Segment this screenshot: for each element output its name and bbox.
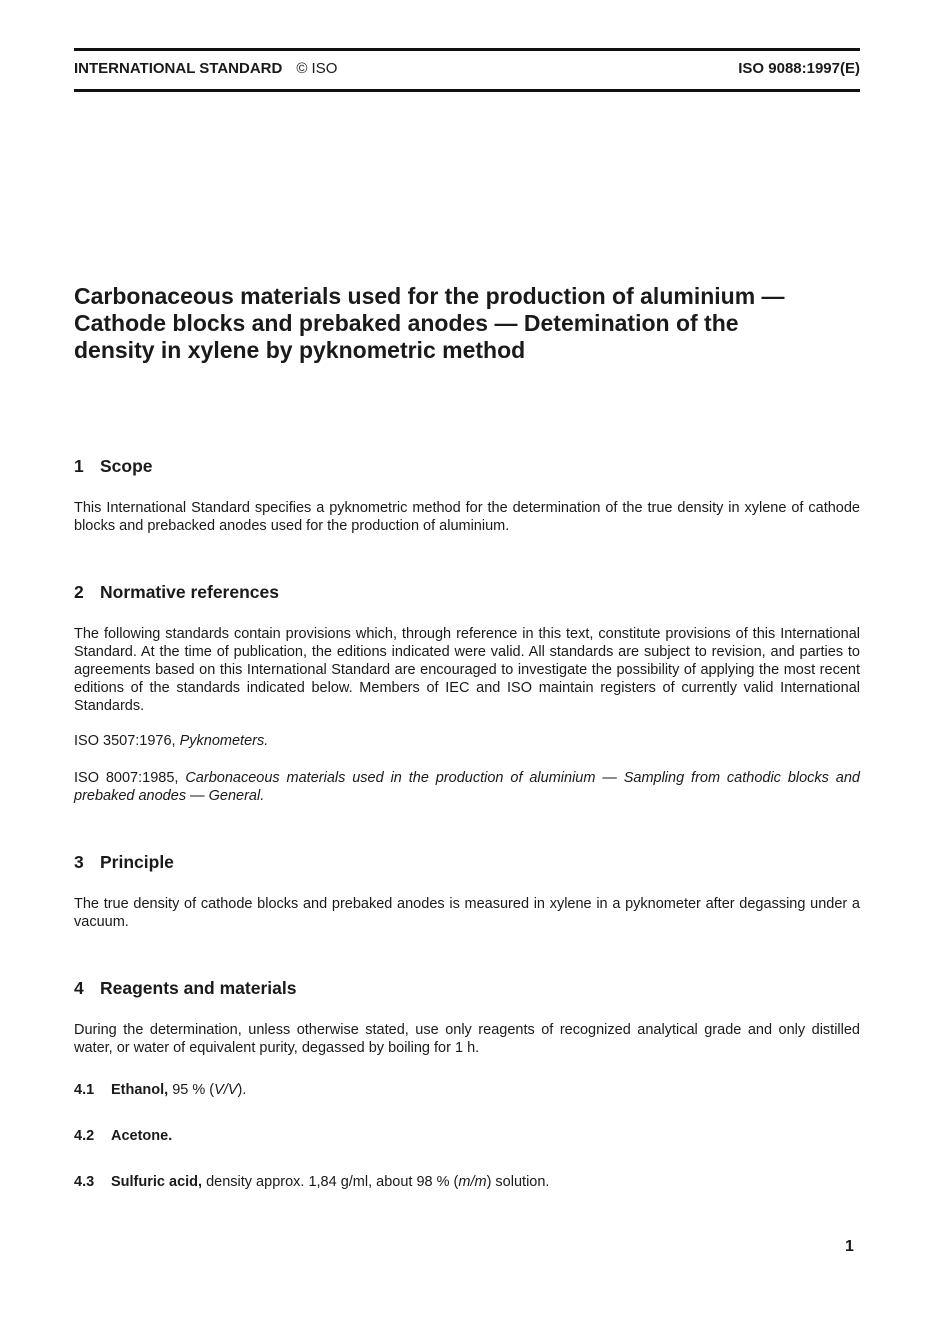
subclause-4-2	[74, 1128, 172, 1144]
section-2-text: The following standards contain provisions which, through reference in this text, constitute provisions of this International Standard. At the time of publication, the editions indicated were valid. All standards are subject to revision, and parties to agreements based on this International Standard are encouraged to investigate the possibility of applying the most recent editions of the standards indicated below. Members of IEC and ISO maintain registers of currently valid International Standards.	[74, 626, 860, 714]
document-title	[74, 283, 864, 364]
page-number: 1	[845, 1238, 854, 1255]
reference-item	[74, 769, 860, 805]
title-line-2: Cathode blocks and prebaked anodes — Detemination of the	[74, 310, 739, 336]
subclause-text: 95 % (	[168, 1082, 215, 1098]
section-1-text: This International Standard specifies a pyknometric method for the determination of the true density in xylene of cathode blocks and prebacked anodes used for the production of aluminium.	[74, 500, 860, 534]
section-title: Principle	[100, 852, 174, 872]
section-number: 3	[74, 852, 84, 872]
section-2-heading	[74, 582, 279, 603]
subclause-number: 4.3	[74, 1174, 95, 1190]
subclause-text-end: ) solution.	[486, 1174, 550, 1190]
header-top-rule	[74, 48, 860, 51]
section-title: Scope	[100, 456, 153, 476]
header-bottom-rule	[74, 89, 860, 92]
title-line-3: density in xylene by pyknometric method	[74, 337, 526, 363]
subclause-number: 4.2	[74, 1128, 95, 1144]
reference-title: Carbonaceous materials used in the production of aluminium — Sampling from cathodic blocks and prebaked anodes — General.	[74, 770, 860, 804]
subclause-text-end: ).	[237, 1082, 247, 1098]
section-title: Normative references	[100, 582, 279, 602]
header-copyright: © ISO	[296, 60, 338, 77]
page-header	[74, 60, 860, 82]
header-standard-number: ISO 9088:1997(E)	[738, 60, 860, 77]
section-3-text: The true density of cathode blocks and prebaked anodes is measured in xylene in a pyknometer after degassing under a vacuum.	[74, 896, 860, 930]
section-1-heading	[74, 456, 153, 477]
header-left	[74, 60, 337, 77]
reference-title: Pyknometers.	[179, 733, 269, 749]
subclause-term: Acetone.	[111, 1128, 173, 1144]
section-number: 1	[74, 456, 84, 476]
subclause-text: density approx. 1,84 g/ml, about 98 % (	[202, 1174, 459, 1190]
header-standard-type: INTERNATIONAL STANDARD	[74, 60, 283, 77]
section-number: 4	[74, 978, 84, 998]
subclause-4-3	[74, 1174, 549, 1190]
subclause-term: Ethanol,	[111, 1082, 169, 1098]
reference-item	[74, 732, 860, 750]
subclause-unit: V/V	[214, 1082, 238, 1098]
subclause-term: Sulfuric acid,	[111, 1174, 203, 1190]
section-3-heading	[74, 852, 174, 873]
title-line-1: Carbonaceous materials used for the production of aluminium —	[74, 283, 785, 309]
subclause-unit: m/m	[458, 1174, 487, 1190]
section-title: Reagents and materials	[100, 978, 297, 998]
reference-code: ISO 3507:1976,	[74, 733, 176, 749]
section-4-heading	[74, 978, 296, 999]
subclause-4-1	[74, 1082, 246, 1098]
section-number: 2	[74, 582, 84, 602]
section-4-text: During the determination, unless otherwise stated, use only reagents of recognized analytical grade and only distilled water, or water of equivalent purity, degassed by boiling for 1 h.	[74, 1022, 860, 1056]
reference-code: ISO 8007:1985,	[74, 770, 179, 786]
subclause-number: 4.1	[74, 1082, 95, 1098]
